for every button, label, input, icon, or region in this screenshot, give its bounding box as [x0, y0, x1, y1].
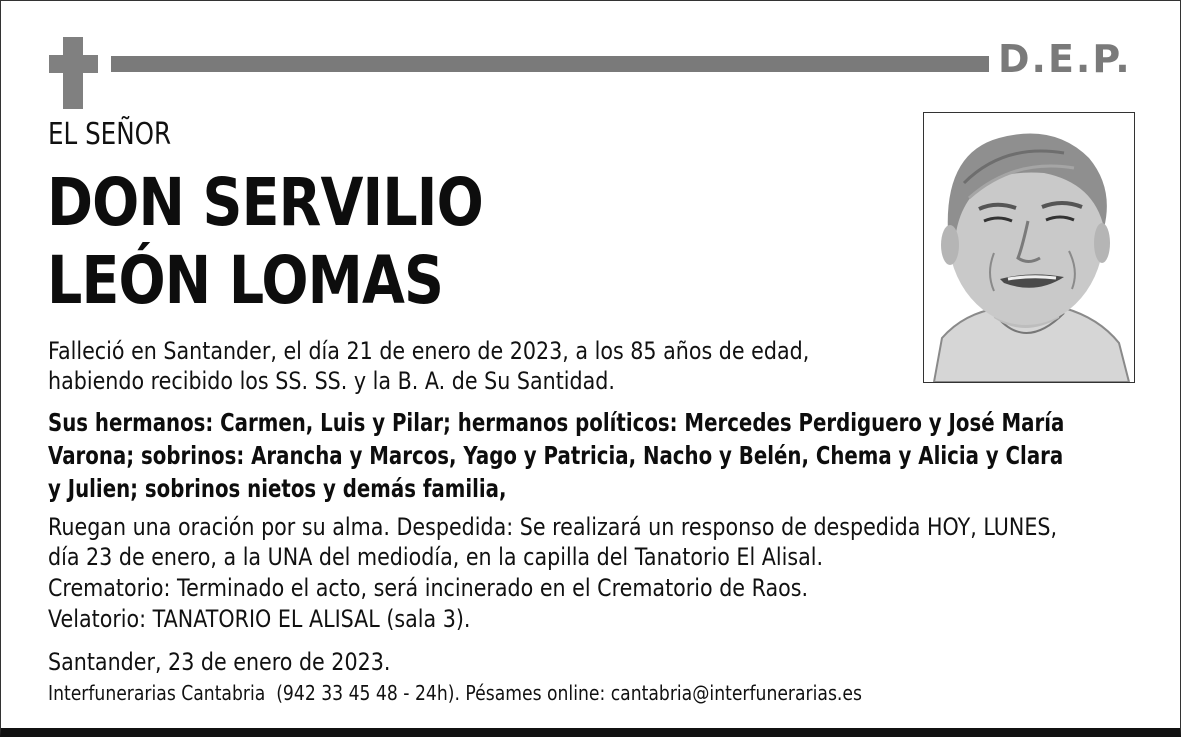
service-line4: Velatorio: TANATORIO EL ALISAL (sala 3). [48, 605, 471, 633]
family-line1: Sus hermanos: Carmen, Luis y Pilar; hermanos políticos: Mercedes Perdiguero y José María [48, 408, 1065, 437]
death-info-line2: habiendo recibido los SS. SS. y la B. A. de Su Santidad. [48, 367, 615, 395]
family-line3: y Julien; sobrinos nietos y demás familia, [48, 474, 507, 503]
deceased-name-line2: LEÓN LOMAS [47, 242, 444, 319]
portrait-image [924, 113, 1134, 382]
dep-label: D.E.P. [998, 37, 1132, 81]
header-rule [111, 56, 989, 72]
portrait-photo [923, 112, 1135, 383]
service-line2: día 23 de enero, a la UNA del mediodía, en la capilla del Tanatorio El Alisal. [48, 543, 824, 571]
footer-contact: Interfunerarias Cantabria (942 33 45 48 - 24h). Pésames online: cantabria@interfunerarias.es [48, 681, 862, 705]
service-line3: Crematorio: Terminado el acto, será incinerado en el Crematorio de Raos. [48, 574, 809, 602]
cross-icon-vertical [63, 37, 83, 109]
place-date: Santander, 23 de enero de 2023. [48, 648, 391, 676]
deceased-name-line1: DON SERVILIO [47, 164, 483, 241]
cross-icon-horizontal [49, 55, 98, 73]
death-info-line1: Falleció en Santander, el día 21 de enero de 2023, a los 85 años de edad, [48, 337, 810, 365]
family-line2: Varona; sobrinos: Arancha y Marcos, Yago y Patricia, Nacho y Belén, Chema y Alicia y Clara [48, 441, 1064, 470]
honorific: EL SEÑOR [48, 117, 172, 152]
service-line1: Ruegan una oración por su alma. Despedida: Se realizará un responso de despedida HOY, LUNES, [48, 513, 1058, 541]
